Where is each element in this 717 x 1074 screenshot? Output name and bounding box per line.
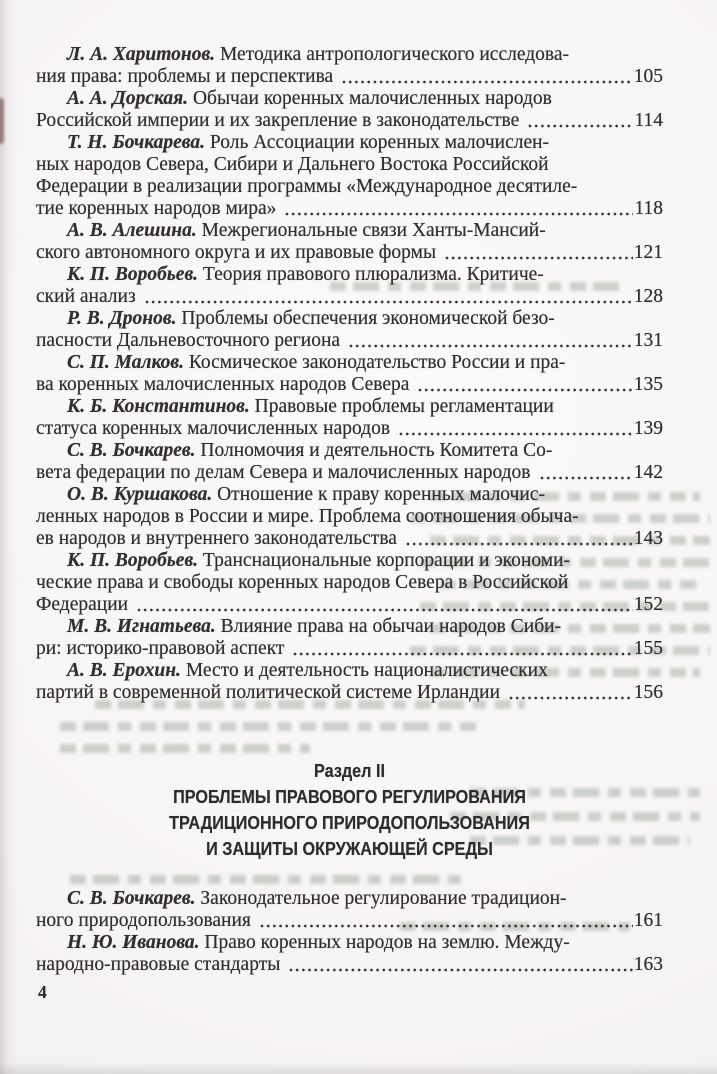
- toc-entry-line: [36, 198, 663, 220]
- toc-entry-line: [36, 330, 663, 352]
- toc-entry: [36, 932, 663, 976]
- entry-title-text: ных народов Севера, Сибири и Дальнего Востока Российской: [36, 154, 549, 175]
- entry-title-text: Законодательное регулирование традицион-: [200, 888, 567, 909]
- entry-page-number: 163: [633, 954, 663, 975]
- entry-title-text: Теория правового плюрализма. Критиче-: [202, 264, 544, 285]
- entry-title-text: Федерации: [36, 594, 129, 615]
- entry-title-text: Обычаи коренных малочисленных народов: [192, 88, 552, 109]
- section-label: Раздел II: [314, 761, 385, 781]
- entry-title-text: ния права: проблемы и перспектива: [36, 66, 334, 87]
- section-title-line: ТРАДИЦИОННОГО ПРИРОДОПОЛЬЗОВАНИЯ: [169, 813, 530, 833]
- entry-page-number: 152: [633, 594, 663, 615]
- entry-title-text: вета федерации по делам Севера и малочисленных народов: [36, 462, 531, 483]
- entry-title-text: Право коренных народов на землю. Между-: [204, 932, 570, 953]
- toc-entry: [36, 396, 663, 440]
- dot-leader: [442, 242, 633, 264]
- dot-leader: [506, 682, 633, 704]
- toc-entry-line: [36, 396, 663, 418]
- page-number: 4: [38, 982, 47, 1002]
- entry-author: К. Б. Константинов.: [67, 396, 250, 417]
- entry-title-text: ческие права и свободы коренных народов Севера в Российской: [36, 572, 569, 593]
- entry-author: Т. Н. Бочкарева.: [67, 132, 205, 153]
- toc-entry-line: [36, 88, 663, 110]
- entry-title-text: Место и деятельность националистических: [185, 660, 548, 681]
- toc-entry-line: [36, 462, 663, 484]
- dot-leader: [142, 286, 633, 308]
- dot-leader: [396, 418, 633, 440]
- toc-entry-line: [36, 506, 663, 528]
- entry-author: Р. В. Дронов.: [67, 308, 177, 329]
- entry-author: А. В. Ерохин.: [67, 660, 181, 681]
- entry-page-number: 118: [634, 198, 663, 219]
- entry-page-number: 121: [633, 242, 663, 263]
- entry-author: А. В. Алешина.: [67, 220, 197, 241]
- toc-entry-line: [36, 352, 663, 374]
- toc-entry-line: [36, 528, 663, 550]
- entry-page-number: 155: [633, 638, 663, 659]
- toc-entry: [36, 220, 663, 264]
- dot-leader: [537, 462, 633, 484]
- toc-content: [36, 44, 663, 976]
- entry-page-number: 161: [633, 910, 663, 931]
- entry-title-text: ного природопользования: [36, 910, 251, 931]
- toc-entry: [36, 352, 663, 396]
- entry-author: К. П. Воробьев.: [67, 550, 199, 571]
- dot-leader: [286, 954, 632, 976]
- entry-title-text: ский анализ: [36, 286, 136, 307]
- toc-entry: [36, 440, 663, 484]
- toc-entry-line: [36, 242, 663, 264]
- toc-entry: [36, 264, 663, 308]
- toc-entry-line: [36, 132, 663, 154]
- section-title-line: ПРОБЛЕМЫ ПРАВОВОГО РЕГУЛИРОВАНИЯ: [173, 787, 526, 807]
- toc-entry: [36, 616, 663, 660]
- toc-entry-line: [36, 660, 663, 682]
- entry-title-text: ского автономного округа и их правовые формы: [36, 242, 437, 263]
- entry-page-number: 143: [633, 528, 663, 549]
- entry-title-text: Влияние права на обычаи народов Сиби-: [220, 616, 562, 637]
- toc-entry-line: [36, 954, 663, 976]
- entry-author: О. В. Куршакова.: [67, 484, 213, 505]
- entry-page-number: 156: [633, 682, 663, 703]
- toc-entry-line: [36, 66, 663, 88]
- toc-entry: [36, 132, 663, 220]
- entry-author: С. В. Бочкарев.: [67, 440, 196, 461]
- dot-leader: [415, 374, 632, 396]
- toc-entry-line: [36, 264, 663, 286]
- entry-title-text: Федерации в реализации программы «Международное десятиле-: [36, 176, 578, 197]
- toc-section2-entries: [36, 888, 663, 976]
- entry-page-number: 139: [633, 418, 663, 439]
- entry-title-text: ленных народов в России и мире. Проблема соотношения обыча-: [36, 506, 579, 527]
- toc-entry: [36, 44, 663, 88]
- entry-title-text: Роль Ассоциации коренных малочислен-: [209, 132, 550, 153]
- toc-entry-line: [36, 932, 663, 954]
- dot-leader: [346, 330, 633, 352]
- toc-entry-line: [36, 638, 663, 660]
- toc-entry-line: [36, 374, 663, 396]
- toc-entry-line: [36, 616, 663, 638]
- entry-title-text: статуса коренных малочисленных народов: [36, 418, 391, 439]
- scan-edge-artifact: [0, 98, 4, 144]
- toc-entry-line: [36, 154, 663, 176]
- dot-leader: [257, 910, 633, 932]
- toc-entry-line: [36, 888, 663, 910]
- dot-leader: [290, 638, 632, 660]
- toc-entry-line: [36, 910, 663, 932]
- toc-entry-line: [36, 594, 663, 616]
- entry-title-text: Полномочия и деятельность Комитета Со-: [200, 440, 553, 461]
- entry-title-text: Транснациональные корпорации и экономи-: [202, 550, 571, 571]
- toc-entry-line: [36, 440, 663, 462]
- entry-title-text: Космическое законодательство России и пра-: [188, 352, 566, 373]
- entry-author: А. А. Дорская.: [67, 88, 189, 109]
- toc-entry-line: [36, 550, 663, 572]
- toc-entry: [36, 888, 663, 932]
- toc-entry-line: [36, 572, 663, 594]
- toc-entry: [36, 88, 663, 132]
- dot-leader: [282, 198, 633, 220]
- entry-title-text: Межрегиональные связи Ханты-Мансий-: [201, 220, 546, 241]
- toc-entry: [36, 660, 663, 704]
- section-title-line: И ЗАЩИТЫ ОКРУЖАЮЩЕЙ СРЕДЫ: [206, 839, 493, 859]
- entry-title-text: Методика антропологического исследова-: [219, 44, 570, 65]
- entry-author: С. В. Бочкарев.: [67, 888, 196, 909]
- toc-entry-line: [36, 418, 663, 440]
- dot-leader: [339, 66, 633, 88]
- toc-entry-line: [36, 308, 663, 330]
- section-heading: [36, 758, 663, 862]
- toc-entry-line: [36, 44, 663, 66]
- entry-page-number: 142: [633, 462, 663, 483]
- entry-title-text: народно-правовые стандарты: [36, 954, 281, 975]
- toc-entry: [36, 550, 663, 616]
- toc-section1-entries: [36, 44, 663, 704]
- entry-page-number: 114: [634, 110, 663, 131]
- dot-leader: [134, 594, 633, 616]
- entry-author: К. П. Воробьев.: [67, 264, 199, 285]
- toc-entry: [36, 484, 663, 550]
- entry-title-text: Правовые проблемы регламентации: [254, 396, 554, 417]
- entry-title-text: Отношение к праву коренных малочис-: [217, 484, 545, 505]
- toc-entry-line: [36, 286, 663, 308]
- entry-author: Н. Ю. Иванова.: [67, 932, 200, 953]
- dot-leader: [403, 528, 633, 550]
- toc-entry-line: [36, 176, 663, 198]
- dot-leader: [525, 110, 633, 132]
- entry-title-text: ва коренных малочисленных народов Севера: [36, 374, 410, 395]
- entry-title-text: ев народов и внутреннего законодательства: [36, 528, 397, 549]
- entry-author: С. П. Малков.: [67, 352, 184, 373]
- toc-entry: [36, 308, 663, 352]
- entry-title-text: тие коренных народов мира»: [36, 198, 277, 219]
- entry-page-number: 131: [633, 330, 663, 351]
- entry-page-number: 135: [633, 374, 663, 395]
- toc-entry-line: [36, 484, 663, 506]
- toc-entry-line: [36, 110, 663, 132]
- entry-title-text: ри: историко-правовой аспект: [36, 638, 285, 659]
- entry-author: Л. А. Харитонов.: [67, 44, 216, 65]
- entry-page-number: 128: [633, 286, 663, 307]
- entry-title-text: Проблемы обеспечения экономической безо-: [181, 308, 555, 329]
- entry-author: М. В. Игнатьева.: [67, 616, 216, 637]
- entry-title-text: пасности Дальневосточного региона: [36, 330, 341, 351]
- entry-page-number: 105: [633, 66, 663, 87]
- toc-entry-line: [36, 682, 663, 704]
- entry-title-text: партий в современной политической системе Ирландии: [36, 682, 501, 703]
- toc-entry-line: [36, 220, 663, 242]
- entry-title-text: Российской империи и их закрепление в законодательстве: [36, 110, 520, 131]
